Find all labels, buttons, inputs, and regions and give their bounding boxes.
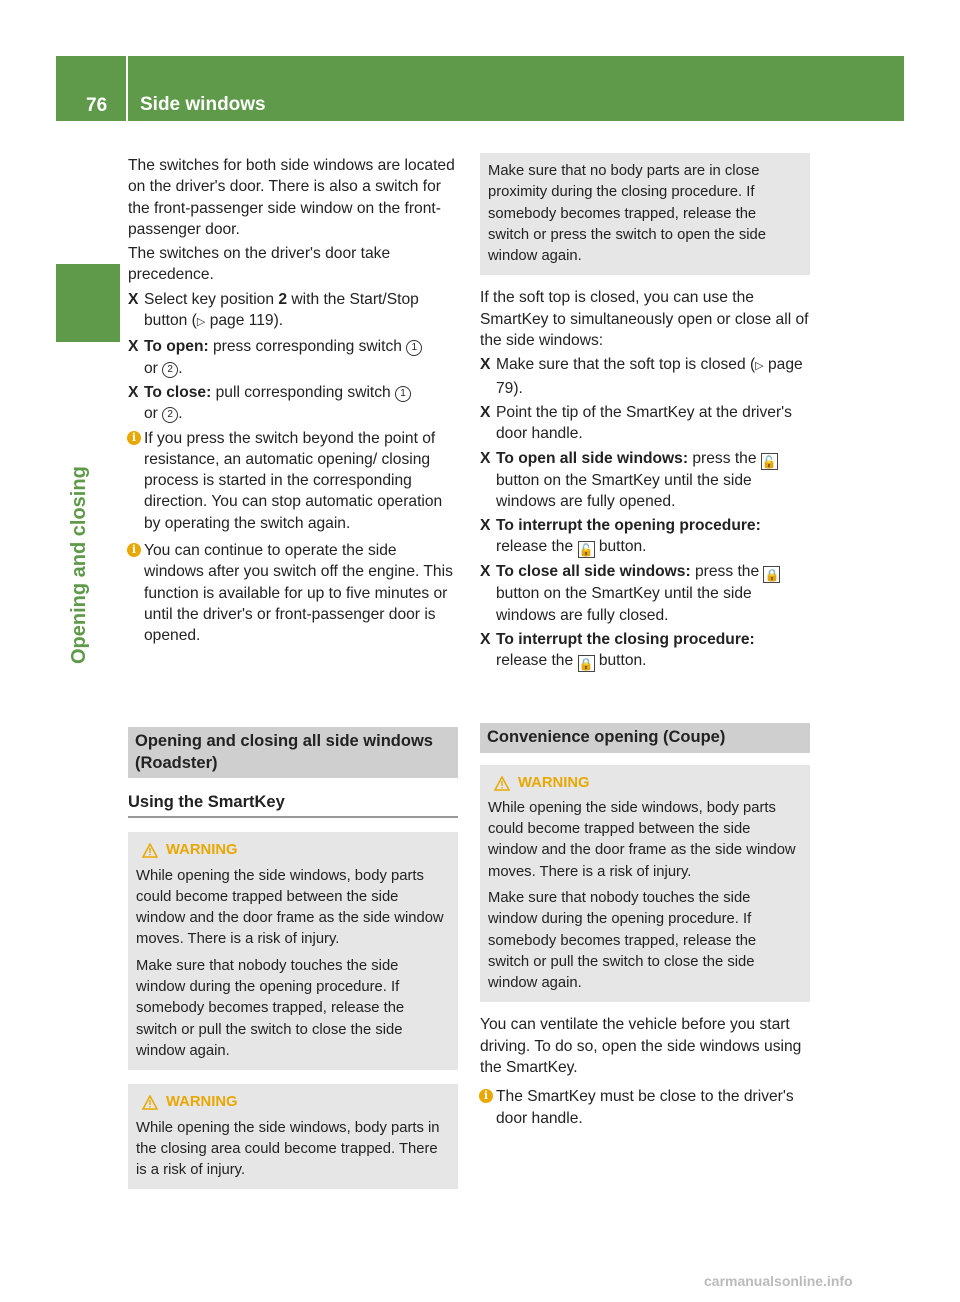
step-item: X To open all side windows: press the 🔓 button on the SmartKey until the side windows are fully opened. bbox=[480, 449, 777, 510]
page-title: Side windows bbox=[140, 94, 266, 115]
page-ref-link[interactable]: page 79). bbox=[496, 356, 803, 397]
warning-text: Make sure that no body parts are in close proximity during the closing procedure. If somebody becomes trapped, release the switch or press the switch to open the side window again. bbox=[488, 163, 766, 265]
warning-text: While opening the side windows, body parts in the closing area could become trapped. There is a risk of injury. bbox=[136, 1119, 440, 1179]
switch-1-icon: 1 bbox=[395, 386, 411, 402]
unlock-icon: 🔓 bbox=[578, 543, 594, 558]
chapter-sidebar bbox=[56, 121, 120, 1302]
page-ref-icon: ▷ bbox=[196, 316, 206, 329]
step-marker-icon: X bbox=[480, 563, 491, 581]
step-marker-icon: X bbox=[480, 631, 491, 649]
step-item: X To interrupt the closing procedure: release the 🔒 button. bbox=[480, 631, 755, 672]
lock-icon: 🔒 bbox=[764, 568, 780, 583]
warning-triangle-icon bbox=[142, 1095, 158, 1110]
info-note: i You can continue to operate the side windows after you switch off the engine. This function is available for up to five minutes or until the driver's or front-passenger door is opened. bbox=[128, 540, 458, 646]
paragraph: The switches on the driver's door take precedence. bbox=[128, 245, 391, 284]
subsection-heading: Using the SmartKey bbox=[128, 792, 458, 818]
step-item: X To close: pull corresponding switch 1 or 2 . bbox=[128, 382, 458, 425]
right-section bbox=[480, 723, 810, 1135]
step-item: X To open: press corresponding switch 1 or 2 . bbox=[128, 336, 458, 379]
switch-1-icon: 1 bbox=[406, 340, 422, 356]
paragraph: The switches for both side windows are located on the driver's door. There is also a switch for the front-passenger side window on the front-passenger door. bbox=[128, 157, 455, 238]
warning-header: WARNING bbox=[488, 773, 800, 794]
unlock-icon: 🔓 bbox=[761, 454, 777, 469]
paragraph: You can ventilate the vehicle before you start driving. To do so, open the side windows using the SmartKey. bbox=[480, 1016, 802, 1077]
warning-triangle-icon bbox=[494, 776, 510, 791]
page-number: 76 bbox=[86, 95, 108, 116]
lock-icon: 🔒 bbox=[578, 657, 594, 672]
warning-text: While opening the side windows, body parts could become trapped between the side window and the door frame as the side window moves. There is a risk of injury. bbox=[136, 867, 444, 948]
paragraph: If the soft top is closed, you can use the SmartKey to simultaneously open or close all of the side windows: bbox=[480, 289, 809, 350]
step-item: X Make sure that the soft top is closed (▷ page 79). bbox=[480, 356, 803, 397]
switch-2-icon: 2 bbox=[162, 362, 178, 378]
section-heading: Convenience opening (Coupe) bbox=[480, 723, 810, 753]
section-heading: Opening and closing all side windows (Roadster) bbox=[128, 727, 458, 778]
step-marker-icon: X bbox=[480, 356, 491, 374]
info-note: i If you press the switch beyond the point of resistance, an automatic opening/ closing process is started in the corresponding direction. You can stop automatic operation by operating the switch again. bbox=[128, 428, 458, 534]
step-item: X Select key position 2 with the Start/Stop button (▷ page 119). bbox=[128, 290, 419, 330]
page-header bbox=[56, 56, 904, 121]
warning-triangle-icon bbox=[142, 843, 158, 858]
step-marker-icon: X bbox=[128, 290, 139, 308]
warning-continuation-box bbox=[480, 153, 810, 275]
step-marker-icon: X bbox=[480, 403, 491, 421]
chapter-tab bbox=[56, 264, 120, 342]
info-icon: i bbox=[479, 1089, 493, 1103]
step-marker-icon: X bbox=[128, 383, 139, 401]
warning-header: WARNING bbox=[136, 840, 448, 861]
warning-box bbox=[480, 765, 810, 1003]
header-divider bbox=[126, 56, 128, 121]
warning-header: WARNING bbox=[136, 1092, 448, 1113]
step-item: X To interrupt the opening procedure: release the 🔓 button. bbox=[480, 517, 761, 558]
step-item: X Point the tip of the SmartKey at the driver's door handle. bbox=[480, 403, 792, 443]
info-icon: i bbox=[127, 543, 141, 557]
info-note: i The SmartKey must be close to the driver's door handle. bbox=[480, 1086, 810, 1129]
info-icon: i bbox=[127, 431, 141, 445]
step-marker-icon: X bbox=[480, 449, 491, 467]
switch-2-icon: 2 bbox=[162, 407, 178, 423]
left-section bbox=[128, 727, 458, 1189]
step-marker-icon: X bbox=[480, 517, 491, 535]
page-ref-link[interactable]: page 119). bbox=[209, 312, 284, 330]
page-ref-icon: ▷ bbox=[755, 360, 764, 373]
warning-box bbox=[128, 832, 458, 1070]
left-column bbox=[128, 155, 458, 653]
warning-text: While opening the side windows, body parts could become trapped between the side window and the door frame as the side window moves. There is a risk of injury. bbox=[488, 799, 796, 880]
watermark: carmanualsonline.info bbox=[704, 1273, 853, 1289]
warning-text: Make sure that nobody touches the side window during the opening procedure. If somebody becomes trapped, release the switch or pull the switch to close the side window again. bbox=[136, 957, 405, 1059]
warning-text: Make sure that nobody touches the side window during the opening procedure. If somebody becomes trapped, release the switch or pull the switch to close the side window again. bbox=[488, 889, 757, 992]
right-column bbox=[480, 153, 810, 675]
step-item: X To close all side windows: press the 🔒 button on the SmartKey until the side windows are fully closed. bbox=[480, 563, 780, 624]
chapter-title: Opening and closing bbox=[68, 466, 90, 664]
step-marker-icon: X bbox=[128, 338, 139, 356]
warning-box bbox=[128, 1084, 458, 1189]
